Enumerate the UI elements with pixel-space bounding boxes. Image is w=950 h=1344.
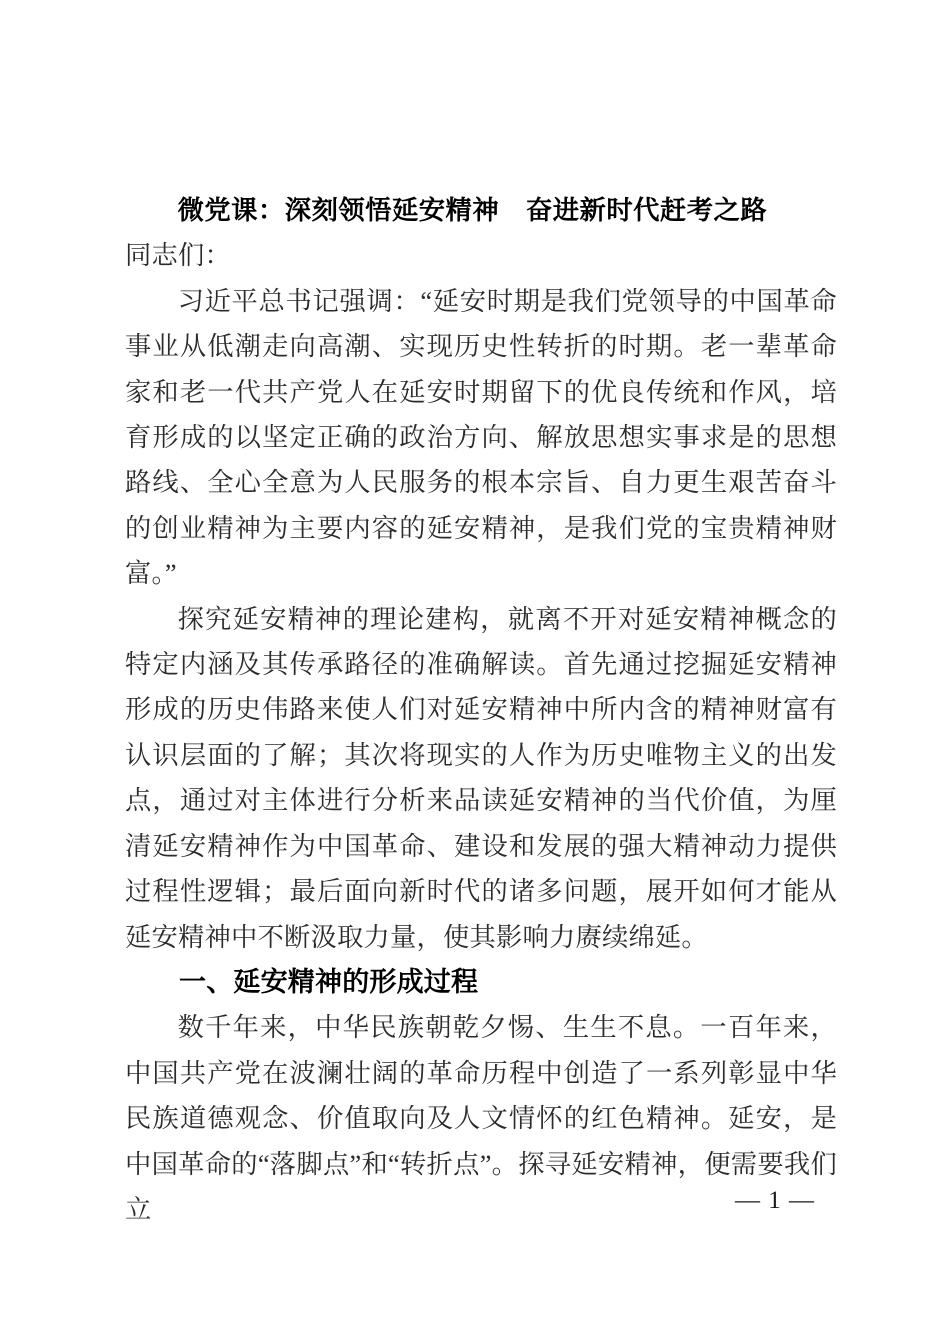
paragraph-theory: 探究延安精神的理论建构，就离不开对延安精神概念的特定内涵及其传承路径的准确解读。首先通过挖掘延安精神形成的历史伟路来使人们对延安精神中所内含的精神财富有认识层面的了解；其次将现实的人作为历史唯物主义的出发点，通过对主体进行分析来品读延安精神的当代价值，为厘清延安精神作为中国革命、建设和发展的强大精神动力提供过程性逻辑；最后面向新时代的诸多问题，展开如何才能从延安精神中不断汲取力量，使其影响力赓续绵延。 [125, 604, 837, 952]
paragraph-history: 数千年来，中华民族朝乾夕惕、生生不息。一百年来，中国共产党在波澜壮阔的革命历程中创造了一系列彰显中华民族道德观念、价值取向及人文情怀的红色精神。延安，是中国革命的“落脚点”和“转折点”。探寻延安精神，便需要我们立 [125, 1013, 837, 1224]
doc-title: 微党课：深刻领悟延安精神 奋进新时代赶考之路 [177, 196, 768, 225]
paragraph-quote: 习近平总书记强调：“延安时期是我们党领导的中国革命事业从低潮走向高潮、实现历史性转折的时期。老一辈革命家和老一代共产党人在延安时期留下的优良传统和作风，培育形成的以坚定正确的政治方向、解放思想实事求是的思想路线、全心全意为人民服务的根本宗旨、自力更生艰苦奋斗的创业精神为主要内容的延安精神，是我们党的宝贵精神财富。” [125, 286, 837, 589]
page-number: — 1 — [735, 1187, 815, 1214]
document-body [125, 188, 837, 1232]
salutation: 同志们： [125, 241, 231, 271]
section-heading-1: 一、延安精神的形成过程 [179, 966, 479, 997]
